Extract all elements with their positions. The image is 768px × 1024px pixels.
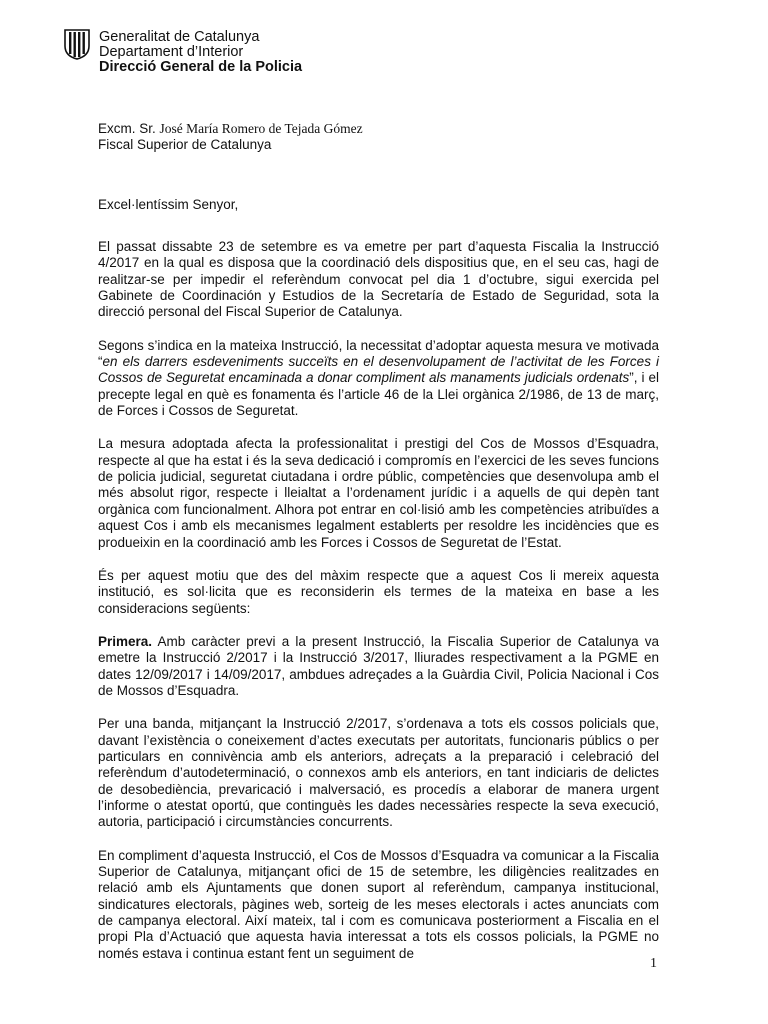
paragraph-3: La mesura adoptada afecta la professionalitat i prestigi del Cos de Mossos d’Esquadra, respecte al que ha estat i és la seva dedicació i compromís en l’exercici de les seves funcions de policia judicial, seguretat ciutadana i ordre públic, competències que desenvolupa amb el més absolut rigor, respecte i lleialtat a l’ordenament jurídic i a aquells de qui depèn tant orgànica com funcionalment. Alhora pot entrar en col·lisió amb les competències atribuïdes a aquest Cos i amb els mecanismes legalment establerts per resoldre les incidències que es produeixin en la coordinació amb les Forces i Cossos de Seguretat de l’Estat. xyxy=(98,436,659,550)
recipient-block xyxy=(98,121,363,153)
generalitat-logo-icon xyxy=(63,28,91,60)
paragraph-7: En compliment d’aquesta Instrucció, el Cos de Mossos d’Esquadra va comunicar a la Fiscalia Superior de Catalunya, mitjançant ofici de 15 de setembre, les diligències realitzades en relació amb els Ajuntaments que donen suport al referèndum, campanya institucional, sindicatures electorals, pàgines web, sorteig de les meses electorals i actes anunciats com de campanya electoral. Així mateix, tal i com es comunicava posteriorment a Fiscalia en el propi Pla d’Actuació que aquesta havia interessat a tots els cossos policials, la PGME no només estava i continua estant fent un seguiment de xyxy=(98,847,659,961)
paragraph-5 xyxy=(98,634,659,699)
paragraph-5-text: Amb caràcter previ a la present Instrucció, la Fiscalia Superior de Catalunya va emetre la Instrucció 2/2017 i la Instrucció 3/2017, lliurades respectivament a la PGME en dates 12/09/2017 i 14/09/2017, ambdues adreçades a la Guàrdia Civil, Policia Nacional i Cos de Mossos d’Esquadra. xyxy=(98,633,659,698)
paragraph-2-intro: Segons s’indica en la mateixa Instrucció, la necessitat d’adoptar aquesta mesura ve motivada “ xyxy=(98,337,659,370)
directorate-name: Direcció General de la Policia xyxy=(99,59,303,75)
organization-block xyxy=(99,30,302,75)
letter-body xyxy=(98,239,659,979)
paragraph-1: El passat dissabte 23 de setembre es va emetre per part d’aquesta Fiscalia la Instrucció 4/2017 en la qual es disposa que la coordinació dels dispositius que, en el seu cas, hagi de realitzar-se per impedir el referèndum convocat pel dia 1 d’octubre, sigui exercida pel Gabinete de Coordinación y Estudios de la Secretaría de Estado de Seguridad, sota la direcció personal del Fiscal Superior de Catalunya. xyxy=(98,239,659,320)
paragraph-5-label: Primera. xyxy=(98,633,153,649)
paragraph-4: És per aquest motiu que des del màxim respecte que a aquest Cos li mereix aquesta institució, es sol·licita que es reconsiderin els termes de la mateixa en base a les consideracions següents: xyxy=(98,567,659,616)
department-name: Departament d’Interior xyxy=(99,44,244,60)
paragraph-2-rest: ”, i el precepte legal en què es fonamenta és l’article 46 de la Llei orgànica 2/1986, de 13 de març, de Forces i Cossos de Seguretat. xyxy=(98,370,659,419)
org-name: Generalitat de Catalunya xyxy=(99,29,260,45)
salutation: Excel·lentíssim Senyor, xyxy=(98,197,239,212)
paragraph-2 xyxy=(98,338,659,420)
paragraph-2-quote: en els darrers esdeveniments succeïts en el desenvolupament de l’activitat de les Forces i Cossos de Seguretat encaminada a donar compliment als manaments judicials ordenats xyxy=(98,354,659,386)
paragraph-6: Per una banda, mitjançant la Instrucció 2/2017, s’ordenava a tots els cossos policials que, davant l’existència o coneixement d’actes executats per autoritats, funcionaris públics o per particulars en connivència amb els anteriors, adreçats a la preparació i celebració del referèndum d’autodeterminació, o connexos amb els anteriors, en tant indiciaris de delictes de desobediència, prevaricació i malversació, es procedís a elaborar de manera urgent l’informe o atestat oportú, que continguès les dades necessàries respecte la seva execució, autoria, participació i circumstàncies concurrents. xyxy=(98,716,659,830)
recipient-name: José María Romero de Tejada Gómez xyxy=(159,121,363,136)
recipient-line xyxy=(98,121,363,137)
recipient-title: Excm. Sr. xyxy=(98,121,156,136)
page-number: 1 xyxy=(650,956,657,971)
recipient-position: Fiscal Superior de Catalunya xyxy=(98,137,272,152)
